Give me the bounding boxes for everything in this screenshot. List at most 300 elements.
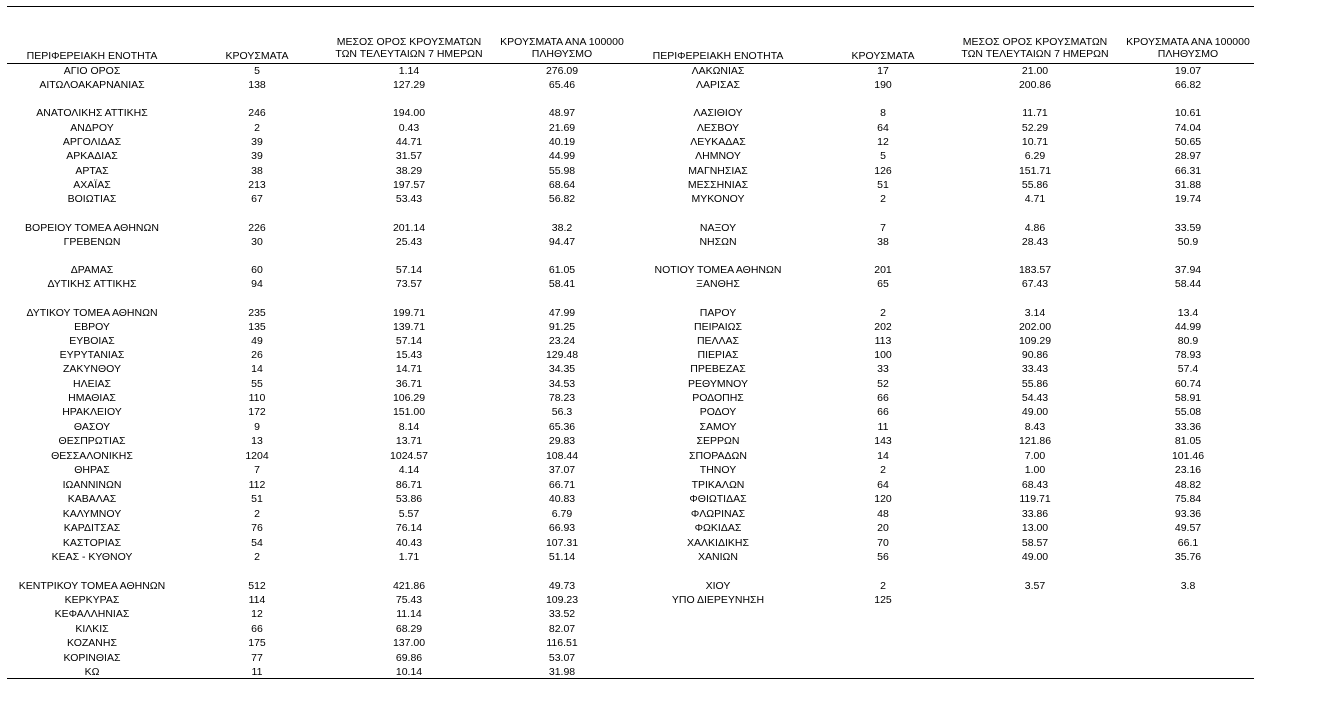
region-cell: ΡΟΔΟΥ (699, 406, 737, 418)
per-100k-cell: 68.64 (548, 179, 576, 191)
avg-cell: 53.43 (395, 193, 423, 205)
region-cell: ΚΑΒΑΛΑΣ (67, 493, 117, 505)
avg-cell: 199.71 (392, 307, 426, 319)
avg-cell: 15.43 (395, 349, 423, 361)
cases-cell: 5 (254, 65, 260, 77)
region-cell: ΛΗΜΝΟΥ (695, 150, 741, 162)
avg-cell: 31.57 (395, 150, 423, 162)
table-row (0, 121, 640, 135)
cases-cell: 67 (251, 193, 263, 205)
table-row (626, 536, 1266, 550)
per-100k-cell: 44.99 (548, 150, 576, 162)
avg-cell: 4.14 (398, 464, 420, 476)
cases-cell: 30 (251, 236, 263, 248)
table-row (626, 64, 1266, 78)
table-row (626, 78, 1266, 92)
region-cell: ΑΓΙΟ ΟΡΟΣ (63, 65, 121, 77)
table-row (626, 420, 1266, 434)
per-100k-cell: 276.09 (545, 65, 579, 77)
cases-cell: 54 (251, 537, 263, 549)
header-avg-line2: ΤΩΝ ΤΕΛΕΥΤΑΙΩΝ 7 ΗΜΕΡΩΝ (961, 48, 1109, 60)
region-cell: ΘΗΡΑΣ (74, 464, 110, 476)
cases-cell: 135 (248, 321, 266, 333)
table-row (0, 391, 640, 405)
cases-cell: 49 (251, 335, 263, 347)
table-row (626, 362, 1266, 376)
avg-cell: 3.14 (1024, 307, 1046, 319)
cases-cell: 26 (251, 349, 263, 361)
per-100k-cell: 78.93 (1174, 349, 1202, 361)
per-100k-cell: 49.73 (548, 580, 576, 592)
cases-cell: 2 (880, 580, 886, 592)
cases-cell: 126 (874, 165, 892, 177)
avg-cell: 11.14 (396, 608, 422, 620)
per-100k-cell: 47.99 (548, 307, 576, 319)
table-row (626, 579, 1266, 593)
region-cell: ΜΑΓΝΗΣΙΑΣ (688, 165, 748, 177)
per-100k-cell: 55.08 (1174, 406, 1202, 418)
avg-cell: 28.43 (1021, 236, 1049, 248)
region-cell: ΚΙΛΚΙΣ (75, 623, 109, 635)
avg-cell: 38.29 (395, 165, 423, 177)
avg-cell: 53.86 (395, 493, 423, 505)
header-per-line1: ΚΡΟΥΣΜΑΤΑ ΑΝΑ 100000 (1126, 36, 1250, 48)
header-avg-line2: ΤΩΝ ΤΕΛΕΥΤΑΙΩΝ 7 ΗΜΕΡΩΝ (335, 48, 483, 60)
avg-cell: 55.86 (1021, 179, 1049, 191)
region-cell: ΘΑΣΟΥ (73, 421, 111, 433)
per-100k-cell: 74.04 (1174, 122, 1202, 134)
cases-cell: 65 (877, 278, 889, 290)
region-cell: ΑΡΓΟΛΙΔΑΣ (62, 136, 122, 148)
region-cell: ΚΟΖΑΝΗΣ (67, 637, 117, 649)
avg-cell: 36.71 (395, 378, 423, 390)
cases-cell: 12 (251, 608, 263, 620)
avg-cell: 1024.57 (390, 450, 428, 462)
region-cell: ΑΡΚΑΔΙΑΣ (66, 150, 118, 162)
avg-cell: 421.86 (392, 580, 426, 592)
per-100k-cell: 78.23 (548, 392, 576, 404)
region-cell: ΧΑΛΚΙΔΙΚΗΣ (687, 537, 749, 549)
region-cell: ΗΜΑΘΙΑΣ (68, 392, 116, 404)
per-100k-cell: 6.79 (551, 508, 573, 520)
avg-cell: 5.57 (398, 508, 420, 520)
per-100k-cell: 31.98 (548, 666, 576, 678)
table-row (0, 64, 640, 78)
table-row (626, 550, 1266, 564)
cases-cell: 138 (248, 79, 266, 91)
per-100k-cell: 56.82 (548, 193, 576, 205)
avg-cell: 183.57 (1018, 264, 1052, 276)
per-100k-cell: 23.16 (1174, 464, 1202, 476)
region-cell: ΠΕΛΛΑΣ (696, 335, 740, 347)
avg-cell: 1.71 (398, 551, 420, 563)
region-cell: ΔΥΤΙΚΟΥ ΤΟΜΕΑ ΑΘΗΝΩΝ (26, 307, 158, 319)
cases-cell: 2 (880, 464, 886, 476)
region-cell: ΛΑΚΩΝΙΑΣ (691, 65, 745, 77)
region-cell: ΗΡΑΚΛΕΙΟΥ (62, 406, 122, 418)
avg-cell: 10.71 (1021, 136, 1049, 148)
per-100k-cell: 19.07 (1174, 65, 1202, 77)
cases-cell: 213 (248, 179, 266, 191)
per-100k-cell: 33.52 (548, 608, 576, 620)
region-cell: ΤΡΙΚΑΛΩΝ (691, 479, 745, 491)
table-row (0, 164, 640, 178)
avg-cell: 13.71 (395, 435, 423, 447)
cases-cell: 14 (877, 450, 889, 462)
avg-cell: 3.57 (1024, 580, 1046, 592)
cases-cell: 17 (877, 65, 889, 77)
avg-cell: 200.86 (1018, 79, 1052, 91)
avg-cell: 58.57 (1021, 537, 1049, 549)
avg-cell: 57.14 (395, 335, 423, 347)
cases-cell: 2 (254, 122, 260, 134)
table-row (626, 149, 1266, 163)
header-per-line2: ΠΛΗΘΥΣΜΟ (531, 48, 593, 60)
table-row (0, 320, 640, 334)
region-cell: ΦΩΚΙΔΑΣ (694, 522, 742, 534)
table-row (0, 235, 640, 249)
cases-cell: 112 (248, 479, 266, 491)
table-row (0, 221, 640, 235)
per-100k-cell: 51.14 (548, 551, 576, 563)
cases-cell: 201 (874, 264, 892, 276)
per-100k-cell: 33.59 (1174, 222, 1202, 234)
per-100k-cell: 66.71 (548, 479, 576, 491)
table-row (0, 665, 640, 679)
region-cell: ΚΑΣΤΟΡΙΑΣ (62, 537, 122, 549)
cases-cell: 7 (254, 464, 260, 476)
cases-cell: 175 (248, 637, 266, 649)
table-row (0, 135, 640, 149)
cases-cell: 14 (251, 363, 263, 375)
per-100k-cell: 129.48 (545, 349, 579, 361)
per-100k-cell: 10.61 (1174, 107, 1202, 119)
avg-cell: 86.71 (395, 479, 423, 491)
table-row (626, 121, 1266, 135)
cases-cell: 2 (880, 193, 886, 205)
avg-cell: 67.43 (1021, 278, 1049, 290)
header-per-line2: ΠΛΗΘΥΣΜΟ (1157, 48, 1219, 60)
header-avg-line1: ΜΕΣΟΣ ΟΡΟΣ ΚΡΟΥΣΜΑΤΩΝ (336, 36, 482, 48)
table-row (0, 405, 640, 419)
table-row (0, 636, 640, 650)
region-cell: ΑΝΔΡΟΥ (70, 122, 114, 134)
per-100k-cell: 65.46 (548, 79, 576, 91)
region-cell: ΡΕΘΥΜΝΟΥ (687, 378, 748, 390)
table-row (0, 478, 640, 492)
per-100k-cell: 75.84 (1174, 493, 1202, 505)
avg-cell: 197.57 (392, 179, 426, 191)
table-row (626, 263, 1266, 277)
per-100k-cell: 37.07 (548, 464, 576, 476)
avg-cell: 194.00 (392, 107, 426, 119)
cases-cell: 51 (251, 493, 263, 505)
header-per-100k (484, 36, 640, 60)
per-100k-cell: 21.69 (548, 122, 576, 134)
table-row (626, 463, 1266, 477)
table-row (626, 593, 1266, 607)
table-row (0, 449, 640, 463)
cases-cell: 70 (877, 537, 889, 549)
table-row (626, 507, 1266, 521)
region-cell: ΦΛΩΡΙΝΑΣ (690, 508, 746, 520)
avg-cell: 4.86 (1024, 222, 1046, 234)
table-row (626, 178, 1266, 192)
avg-cell: 25.43 (395, 236, 423, 248)
avg-cell: 57.14 (395, 264, 423, 276)
table-row (0, 334, 640, 348)
per-100k-cell: 33.36 (1174, 421, 1202, 433)
region-cell: ΝΟΤΙΟΥ ΤΟΜΕΑ ΑΘΗΝΩΝ (654, 264, 782, 276)
per-100k-cell: 93.36 (1174, 508, 1202, 520)
table-row (626, 521, 1266, 535)
region-cell: ΜΥΚΟΝΟΥ (691, 193, 745, 205)
per-100k-cell: 28.97 (1174, 150, 1202, 162)
cases-cell: 66 (251, 623, 263, 635)
cases-cell: 226 (248, 222, 266, 234)
region-cell: ΠΡΕΒΕΖΑΣ (690, 363, 746, 375)
cases-cell: 2 (880, 307, 886, 319)
avg-cell: 11.71 (1022, 107, 1048, 119)
per-100k-cell: 66.93 (548, 522, 576, 534)
table-row (626, 235, 1266, 249)
cases-cell: 56 (877, 551, 889, 563)
region-cell: ΦΘΙΩΤΙΔΑΣ (689, 493, 747, 505)
table-row (0, 463, 640, 477)
region-cell: ΣΕΡΡΩΝ (696, 435, 740, 447)
cases-cell: 2 (254, 551, 260, 563)
cases-cell: 55 (251, 378, 263, 390)
avg-cell: 0.43 (398, 122, 420, 134)
cases-cell: 113 (874, 335, 892, 347)
region-cell: ΡΟΔΟΠΗΣ (692, 392, 744, 404)
per-100k-cell: 48.82 (1174, 479, 1202, 491)
avg-cell: 14.71 (395, 363, 423, 375)
avg-cell: 1.00 (1024, 464, 1046, 476)
region-cell: ΓΡΕΒΕΝΩΝ (63, 236, 121, 248)
per-100k-cell: 56.3 (551, 406, 573, 418)
cases-cell: 125 (874, 594, 892, 606)
region-cell: ΚΕΑΣ - ΚΥΘΝΟΥ (51, 551, 133, 563)
per-100k-cell: 58.91 (1174, 392, 1202, 404)
per-100k-cell: 65.36 (548, 421, 576, 433)
per-100k-cell: 108.44 (545, 450, 579, 462)
per-100k-cell: 37.94 (1174, 264, 1202, 276)
per-100k-cell: 35.76 (1174, 551, 1202, 563)
avg-cell: 202.00 (1018, 321, 1052, 333)
avg-cell: 69.86 (395, 652, 423, 664)
table-row (0, 420, 640, 434)
region-cell: ΕΥΡΥΤΑΝΙΑΣ (59, 349, 125, 361)
per-100k-cell: 48.97 (548, 107, 576, 119)
avg-cell: 13.00 (1021, 522, 1049, 534)
per-100k-cell: 82.07 (548, 623, 576, 635)
cases-cell: 202 (874, 321, 892, 333)
region-cell: ΚΕΡΚΥΡΑΣ (64, 594, 120, 606)
table-row (626, 492, 1266, 506)
region-cell: ΛΑΣΙΘΙΟΥ (693, 107, 743, 119)
avg-cell: 109.29 (1018, 335, 1052, 347)
region-cell: ΣΠΟΡΑΔΩΝ (689, 450, 747, 462)
cases-cell: 235 (248, 307, 266, 319)
table-row (0, 550, 640, 564)
cases-cell: 9 (254, 421, 260, 433)
header-per-100k (1110, 36, 1266, 60)
region-cell: ΠΕΙΡΑΙΩΣ (694, 321, 742, 333)
region-cell: ΠΙΕΡΙΑΣ (697, 349, 739, 361)
avg-cell: 10.14 (395, 666, 423, 678)
region-cell: ΑΧΑΪΑΣ (73, 179, 111, 191)
region-cell: ΚΕΦΑΛΛΗΝΙΑΣ (54, 608, 130, 620)
region-cell: ΥΠΟ ΔΙΕΡΕΥΝΗΣΗ (671, 594, 765, 606)
per-100k-cell: 55.98 (548, 165, 576, 177)
avg-cell: 54.43 (1021, 392, 1049, 404)
table-row (0, 362, 640, 376)
table-row (0, 521, 640, 535)
per-100k-cell: 58.44 (1174, 278, 1202, 290)
table-row (0, 192, 640, 206)
per-100k-cell: 80.9 (1177, 335, 1199, 347)
cases-cell: 66 (877, 392, 889, 404)
avg-cell: 44.71 (395, 136, 423, 148)
avg-cell: 201.14 (392, 222, 426, 234)
per-100k-cell: 116.51 (546, 637, 578, 649)
region-cell: ΗΛΕΙΑΣ (72, 378, 111, 390)
per-100k-cell: 34.35 (548, 363, 576, 375)
avg-cell: 49.00 (1021, 551, 1049, 563)
cases-cell: 11 (251, 666, 263, 678)
table-row (626, 348, 1266, 362)
region-cell: ΚΑΡΔΙΤΣΑΣ (63, 522, 121, 534)
avg-cell: 8.43 (1024, 421, 1046, 433)
cases-cell: 39 (251, 150, 263, 162)
avg-cell: 6.29 (1024, 150, 1046, 162)
cases-cell: 114 (248, 594, 266, 606)
table-row (626, 478, 1266, 492)
header-region: ΠΕΡΙΦΕΡΕΙΑΚΗ ΕΝΟΤΗΤΑ (26, 50, 158, 62)
per-100k-cell: 38.2 (551, 222, 573, 234)
region-cell: ΧΑΝΙΩΝ (698, 551, 738, 563)
avg-cell: 139.71 (392, 321, 426, 333)
avg-cell: 75.43 (395, 594, 423, 606)
region-cell: ΚΕΝΤΡΙΚΟΥ ΤΟΜΕΑ ΑΘΗΝΩΝ (18, 580, 166, 592)
cases-cell: 52 (877, 378, 889, 390)
cases-cell: 512 (248, 580, 266, 592)
per-100k-cell: 40.19 (548, 136, 576, 148)
cases-cell: 11 (877, 421, 889, 433)
cases-cell: 1204 (245, 450, 269, 462)
avg-cell: 151.71 (1018, 165, 1052, 177)
avg-cell: 49.00 (1021, 406, 1049, 418)
table-row (0, 263, 640, 277)
per-100k-cell: 53.07 (548, 652, 576, 664)
table-row (626, 164, 1266, 178)
table-row (626, 320, 1266, 334)
cases-cell: 64 (877, 122, 889, 134)
region-cell: ΔΡΑΜΑΣ (70, 264, 114, 276)
per-100k-cell: 66.31 (1174, 165, 1202, 177)
cases-cell: 172 (248, 406, 266, 418)
cases-cell: 66 (877, 406, 889, 418)
table-row (0, 277, 640, 291)
avg-cell: 68.43 (1021, 479, 1049, 491)
avg-cell: 73.57 (395, 278, 423, 290)
table-row (626, 221, 1266, 235)
cases-cell: 76 (251, 522, 263, 534)
region-cell: ΚΟΡΙΝΘΙΑΣ (63, 652, 121, 664)
region-cell: ΣΑΜΟΥ (699, 421, 737, 433)
table-row (626, 391, 1266, 405)
cases-cell: 48 (877, 508, 889, 520)
cases-cell: 100 (874, 349, 892, 361)
avg-cell: 137.00 (392, 637, 426, 649)
per-100k-cell: 3.8 (1180, 580, 1196, 592)
per-100k-cell: 101.46 (1171, 450, 1205, 462)
avg-cell: 121.86 (1018, 435, 1052, 447)
table-row (0, 306, 640, 320)
cases-cell: 38 (877, 236, 889, 248)
region-cell: ΤΗΝΟΥ (699, 464, 737, 476)
region-cell: ΑΝΑΤΟΛΙΚΗΣ ΑΤΤΙΚΗΣ (36, 107, 148, 119)
cases-cell: 13 (251, 435, 263, 447)
per-100k-cell: 31.88 (1174, 179, 1202, 191)
per-100k-cell: 107.31 (545, 537, 579, 549)
per-100k-cell: 60.74 (1174, 378, 1202, 390)
avg-cell: 8.14 (398, 421, 420, 433)
per-100k-cell: 91.25 (548, 321, 576, 333)
table-row (0, 593, 640, 607)
region-cell: ΛΑΡΙΣΑΣ (696, 79, 740, 91)
table-row (626, 135, 1266, 149)
avg-cell: 119.71 (1019, 493, 1051, 505)
cases-cell: 8 (880, 107, 886, 119)
cases-cell: 77 (251, 652, 263, 664)
region-cell: ΑΙΤΩΛΟΑΚΑΡΝΑΝΙΑΣ (39, 79, 145, 91)
region-cell: ΘΕΣΣΑΛΟΝΙΚΗΣ (51, 450, 133, 462)
region-cell: ΑΡΤΑΣ (75, 165, 109, 177)
avg-cell: 33.86 (1021, 508, 1049, 520)
region-cell: ΚΩ (84, 666, 100, 678)
cases-cell: 64 (877, 479, 889, 491)
region-cell: ΜΕΣΣΗΝΙΑΣ (687, 179, 749, 191)
per-100k-cell: 66.1 (1177, 537, 1199, 549)
cases-cell: 246 (248, 107, 266, 119)
per-100k-cell: 44.99 (1174, 321, 1202, 333)
per-100k-cell: 94.47 (548, 236, 576, 248)
avg-cell: 1.14 (398, 65, 420, 77)
header-avg-7days (946, 36, 1124, 60)
region-cell: ΛΕΥΚΑΔΑΣ (690, 136, 746, 148)
cases-cell: 20 (877, 522, 889, 534)
per-100k-cell: 49.57 (1174, 522, 1202, 534)
region-cell: ΒΟΙΩΤΙΑΣ (67, 193, 117, 205)
table-row (0, 149, 640, 163)
table-row (626, 334, 1266, 348)
cases-cell: 143 (874, 435, 892, 447)
table-row (0, 492, 640, 506)
avg-cell: 4.71 (1024, 193, 1046, 205)
region-cell: ΔΥΤΙΚΗΣ ΑΤΤΙΚΗΣ (47, 278, 137, 290)
header-per-line1: ΚΡΟΥΣΜΑΤΑ ΑΝΑ 100000 (500, 36, 624, 48)
per-100k-cell: 34.53 (548, 378, 576, 390)
header-region: ΠΕΡΙΦΕΡΕΙΑΚΗ ΕΝΟΤΗΤΑ (652, 50, 784, 62)
region-cell: ΘΕΣΠΡΩΤΙΑΣ (58, 435, 126, 447)
region-cell: ΠΑΡΟΥ (699, 307, 737, 319)
avg-cell: 21.00 (1021, 65, 1049, 77)
per-100k-cell: 81.05 (1174, 435, 1202, 447)
region-cell: ΞΑΝΘΗΣ (696, 278, 740, 290)
avg-cell: 76.14 (395, 522, 423, 534)
